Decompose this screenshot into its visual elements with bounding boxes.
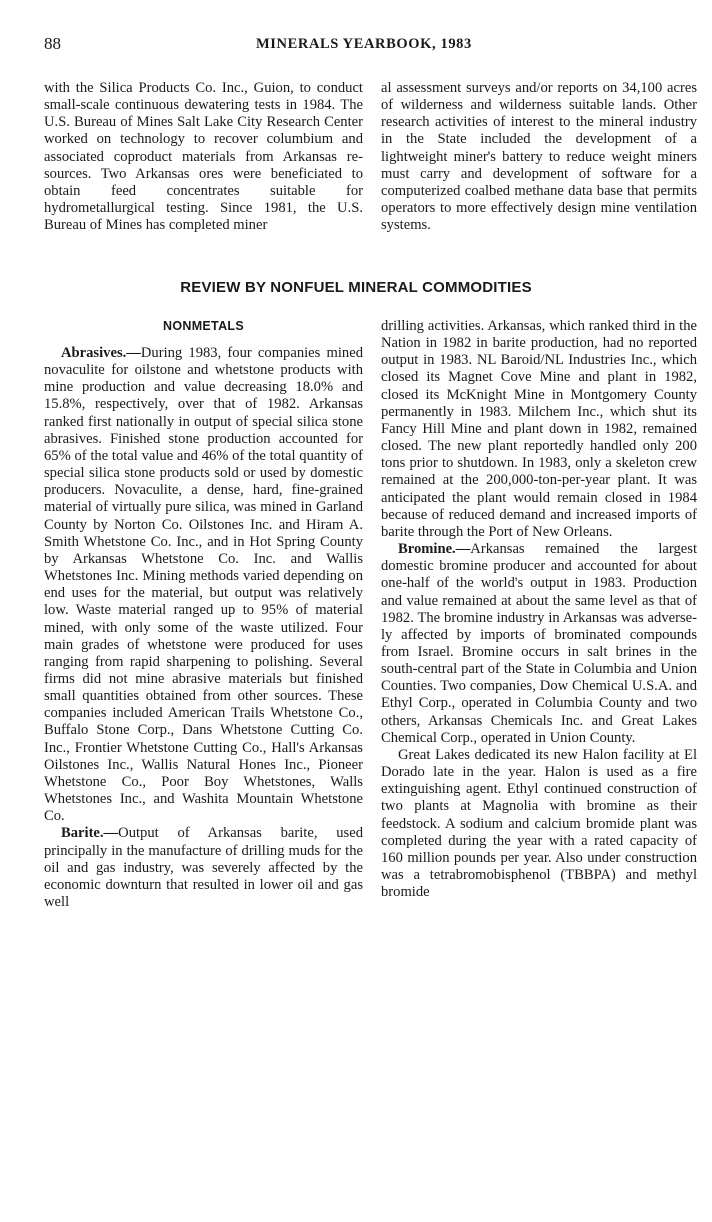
intro-right-column — [381, 80, 697, 234]
intro-paragraph-part-2: al assessment surveys and/or reports on 34,100 acres of wilderness and wilderness suitable lands. Other research activities of interest to the mineral industry in the State included the development of a lightweight miner's battery to reduce weight miners must carry and development of software for a computerized coalbed methane data base that permits operators to more effectively design mine ventilation systems. — [381, 80, 697, 234]
bromine-text: Arkansas remained the largest domestic bromine producer and accounted for about one-half of the world's output in 1983. Production and value remained at about the same level as that of 1982. The bromine industry in Arkansas was adversely affected by imports of brominated compounds from Israel. Bromine occurs in salt brines in the south-central part of the State in Columbia and Union Counties. Two companies, Dow Chemical U.S.A. and Ethyl Corp., operated in Columbia County and two others, Arkansas Chemicals Inc. and Great Lakes Chemical Corp., operated in Union County. — [381, 541, 697, 746]
right-main-column — [381, 318, 697, 901]
paragraph-barite-continued — [381, 318, 697, 541]
run-in-abrasives: Abrasives.— — [61, 345, 141, 361]
paragraph-great-lakes — [381, 747, 697, 901]
run-in-bromine: Bromine.— — [398, 541, 471, 558]
barite-text-part-1: Output of Arkansas barite, used principally in the manufacture of drilling muds for the oil and gas industry, was severely affected by the economic downturn that resulted in lower oil and gas well — [44, 825, 363, 910]
page-number: 88 — [44, 34, 61, 53]
paragraph-barite — [44, 825, 363, 911]
intro-left-column — [44, 80, 363, 234]
intro-paragraph-part-1: with the Silica Products Co. Inc., Guion, to conduct small-scale continuous dewatering tests in 1984. The U.S. Bureau of Mines Salt Lake City Research Center worked on technology to recover columbium and associated coproduct materials from Arkansas resources. Two Arkansas ores were beneficiated to obtain feed concentrates suitable for hydrometallurgical testing. Since 1981, the U.S. Bureau of Mines has completed miner — [44, 80, 363, 234]
abrasives-text: During 1983, four companies mined novaculite for oilstone and whetstone products with mine production and value decreasing 18.0% and 15.8%, respectively, over that of 1982. Arkansas ranked first nationally in output of special silica stone abrasives. Finished stone production accounted for 65% of the total value and 46% of the total quantity of special silica stone products sold or used by domestic producers. Novaculite, a dense, hard, fine-grained material of virtually pure silica, was mined in Garland County by Norton Co. Oilstones Inc. and Hiram A. Smith Whetstone Co. Inc., and in Hot Spring County by Arkansas Whetstone Co. Inc. and Wallis Whetstones Inc. Mining methods varied depending on end uses for the material, but output was relatively low. Waste material ranged up to 95% of material mined, with only some of the waste utilized. Four main grades of whetstone were produced for uses ranging from rapid sharpening to polishing. Several firms did not mine abrasive materials but finished small quantities obtained from other sources. These companies included American Trails Whetstone Co., Buffalo Stone Corp., Dans Whetstone Cutting Co. Inc., Frontier Whetstone Cutting Co., Hall's Arkansas Oilstones Inc., Wallis Natural Hones Inc., Pioneer Whetstone Co., Poor Boy Whetstones, Walls Whetstones Inc., and Washita Mountain Whetstone Co. — [44, 345, 363, 825]
paragraph-abrasives — [44, 345, 363, 825]
run-in-barite: Barite.— — [61, 825, 119, 842]
section-heading: REVIEW BY NONFUEL MINERAL COMMODITIES — [180, 279, 532, 296]
great-lakes-text: Great Lakes dedicated its new Halon facility at El Dorado late in the year. Halon is used as a fire extinguishing agent. Ethyl continued construction of two plants at Magnolia with bromine as their feedstock. A sodium and calcium bromide plant was completed during the year with a rated capacity of 160 million pounds per year. Also under construction was a tetrabromobisphenol (TBBPA) and methyl bromide — [381, 746, 697, 901]
barite-text-part-2: drilling activities. Arkansas, which ranked third in the Nation in 1982 in barite production, had no reported output in 1983. NL Baroid/NL Industries Inc., which closed its Magnet Cove Mine and plant in 1982, closed its McKnight Mine in Montgomery County permanently in 1983. Milchem Inc., which shut its Fancy Hill Mine and plant down in 1982, remained closed. The new plant reportedly handled only 200 tons prior to shutdown. In 1983, only a skeleton crew remained at the 200,000-ton-per-year plant. It was anticipated the plant would remain closed in 1984 because of reduced demand and increased imports of barite through the Port of New Orleans. — [381, 318, 697, 540]
left-main-column — [44, 318, 363, 911]
subheading-nonmetals: NONMETALS — [163, 319, 244, 333]
running-head: MINERALS YEARBOOK, 1983 — [256, 36, 472, 52]
paragraph-bromine — [381, 541, 697, 747]
